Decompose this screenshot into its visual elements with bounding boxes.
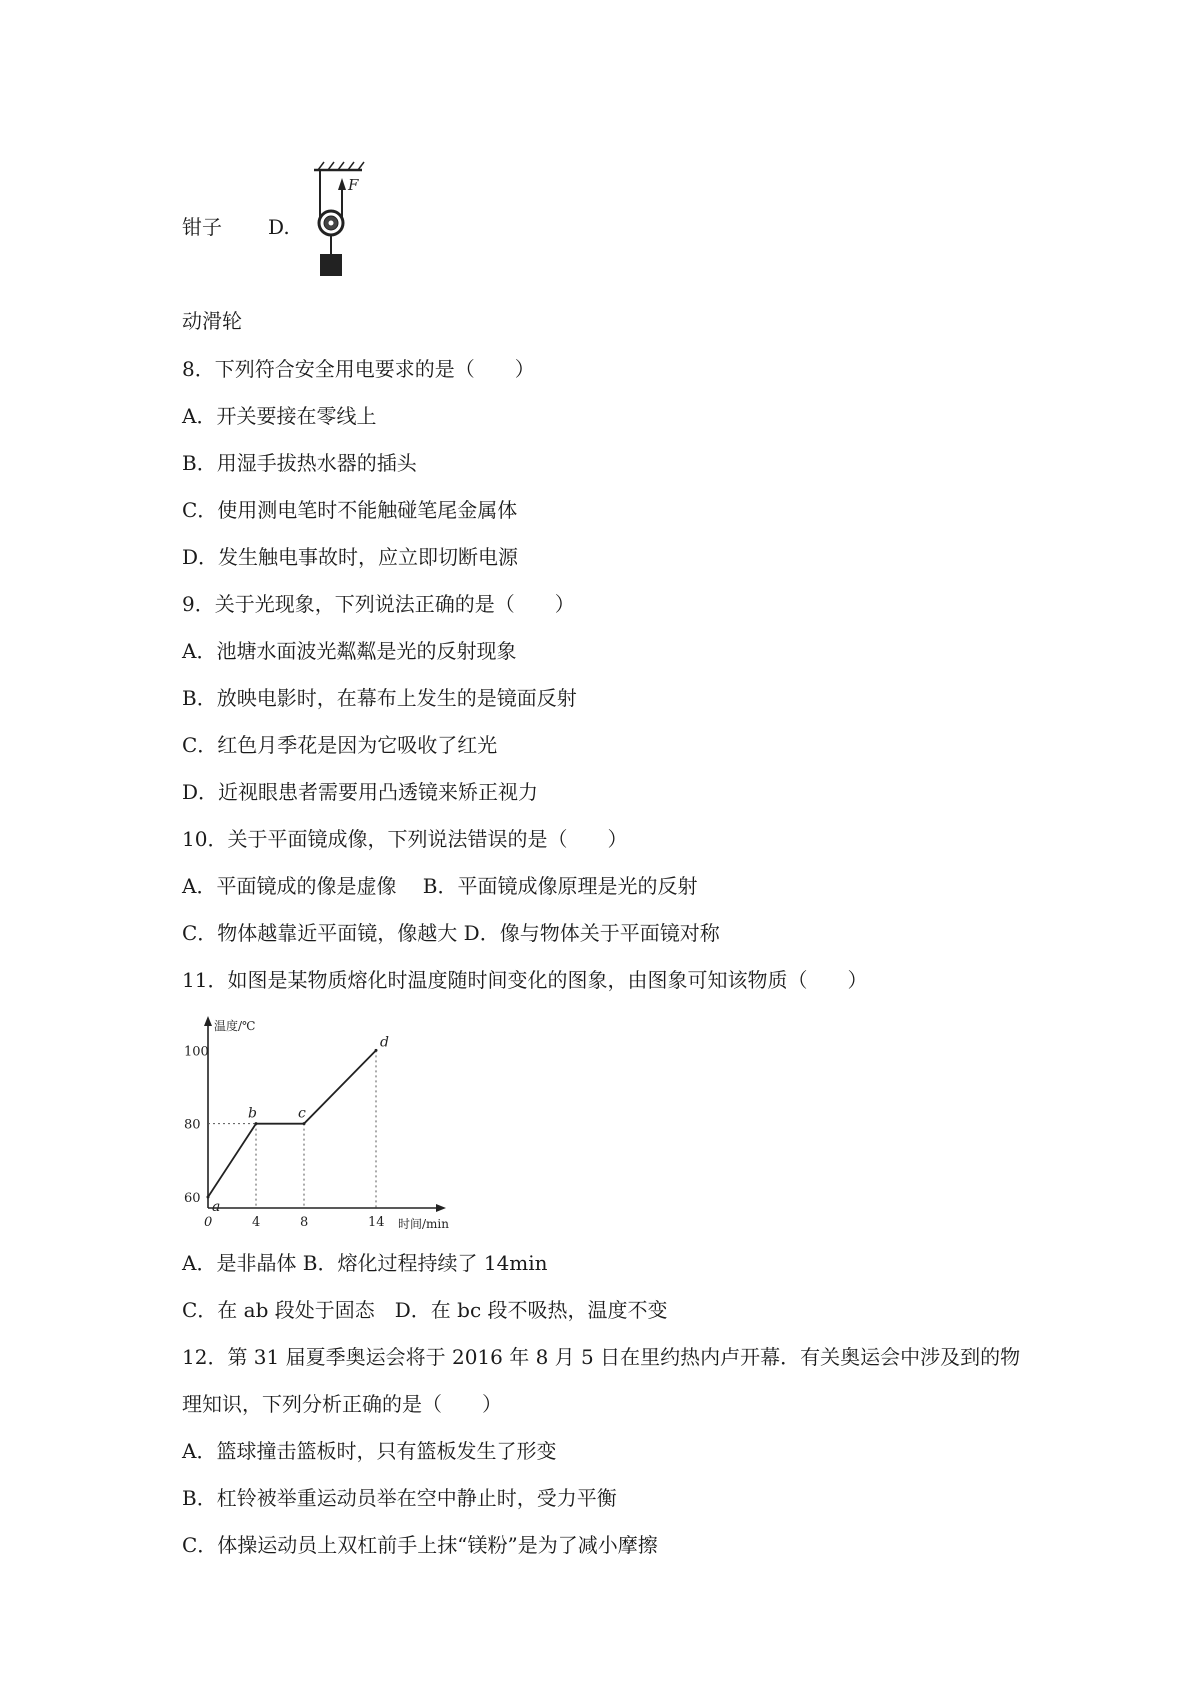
point-b (255, 1122, 258, 1125)
point-label-a: a (212, 1199, 221, 1215)
weight-block (320, 254, 342, 276)
point-a (207, 1196, 210, 1199)
option-c-tail: 钳子 (182, 215, 222, 239)
q12-option-c: C．体操运动员上双杠前手上抹“镁粉”是为了减小摩擦 (182, 1533, 658, 1557)
q8-option-c: C．使用测电笔时不能触碰笔尾金属体 (182, 498, 518, 522)
q11-options-cd: C．在 ab 段处于固态 D．在 bc 段不吸热，温度不变 (182, 1298, 668, 1322)
q9-option-a: A．池塘水面波光粼粼是光的反射现象 (182, 639, 517, 663)
point-label-c: c (298, 1105, 306, 1122)
x-tick-label-8: 8 (300, 1215, 309, 1230)
force-label: F (348, 176, 359, 194)
point-label-b: b (248, 1105, 257, 1122)
q9-option-c: C．红色月季花是因为它吸收了红光 (182, 733, 498, 757)
y-tick-label-60: 60 (184, 1191, 201, 1206)
q10-stem: 10．关于平面镜成像，下列说法错误的是（ ） (182, 827, 628, 851)
force-arrow-head (338, 178, 346, 190)
x-tick-label-14: 14 (368, 1215, 385, 1230)
q12-option-a: A．篮球撞击篮板时，只有篮板发生了形变 (182, 1439, 557, 1463)
point-d (375, 1049, 378, 1052)
y-tick-label-80: 80 (184, 1117, 201, 1133)
y-tick-label-100: 100 (184, 1044, 209, 1060)
movable-pulley-figure (306, 160, 388, 288)
y-axis-arrow (204, 1016, 212, 1026)
x-tick-label-4: 4 (252, 1215, 261, 1230)
q8-option-d: D．发生触电事故时，应立即切断电源 (182, 545, 519, 569)
point-label-d: d (380, 1034, 389, 1051)
q11-stem: 11．如图是某物质熔化时温度随时间变化的图象，由图象可知该物质（ ） (182, 968, 868, 992)
q8-option-a: A．开关要接在零线上 (182, 404, 377, 428)
q9-option-b: B．放映电影时，在幕布上发生的是镜面反射 (182, 686, 577, 710)
x-axis-label: 时间/min (398, 1217, 449, 1230)
q10-options-ab: A．平面镜成的像是虚像 B．平面镜成像原理是光的反射 (182, 874, 698, 898)
x-tick-label-0: 0 (204, 1215, 213, 1230)
q10-options-cd: C．物体越靠近平面镜，像越大 D．像与物体关于平面镜对称 (182, 921, 720, 945)
q12-stem-line1: 12．第 31 届夏季奥运会将于 2016 年 8 月 5 日在里约热内卢开幕．有关奥运会中涉及到的物 (182, 1345, 1021, 1369)
point-c (303, 1122, 306, 1125)
q9-stem: 9．关于光现象，下列说法正确的是（ ） (182, 592, 575, 616)
y-axis-label: 温度/℃ (214, 1019, 256, 1033)
x-axis-arrow (436, 1204, 446, 1212)
q8-option-b: B．用湿手拔热水器的插头 (182, 451, 417, 475)
q11-options-ab: A．是非晶体 B．熔化过程持续了 14min (182, 1251, 548, 1275)
melting-curve-chart (182, 1012, 458, 1230)
option-d-label: D. (268, 215, 290, 239)
q12-stem-line2: 理知识，下列分析正确的是（ ） (182, 1392, 502, 1416)
q8-stem: 8．下列符合安全用电要求的是（ ） (182, 357, 535, 381)
q12-option-b: B．杠铃被举重运动员举在空中静止时，受力平衡 (182, 1486, 617, 1510)
q9-option-d: D．近视眼患者需要用凸透镜来矫正视力 (182, 780, 539, 804)
option-d-caption: 动滑轮 (182, 309, 242, 333)
